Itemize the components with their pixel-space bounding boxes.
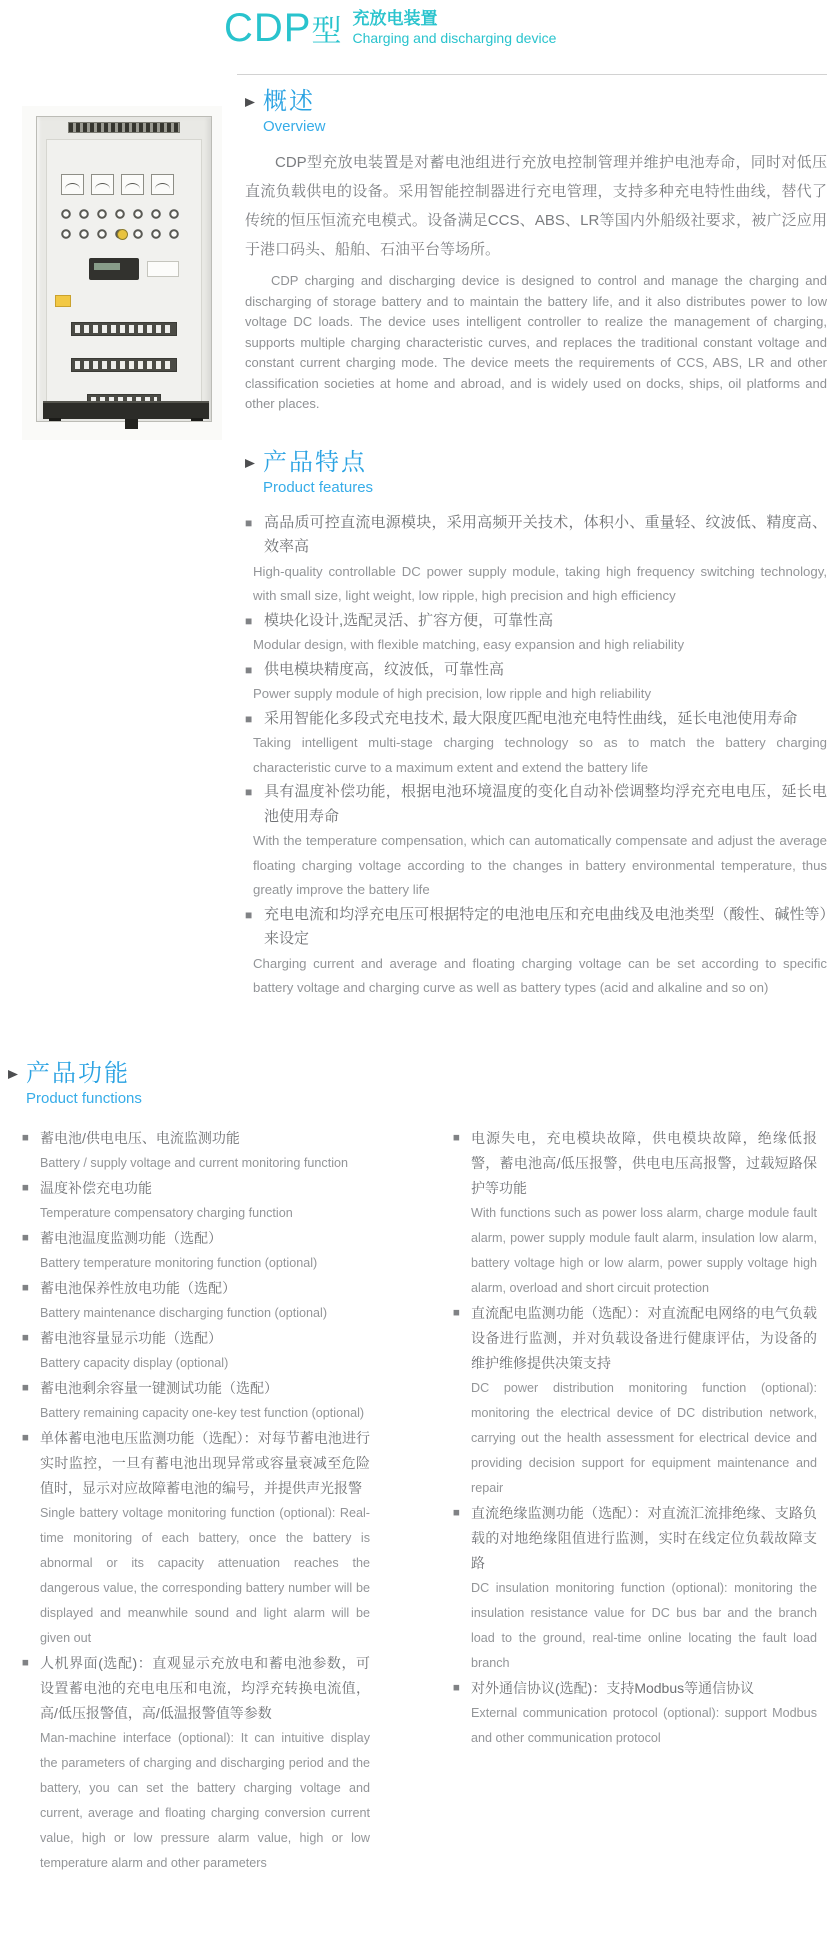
function-item xyxy=(22,1651,370,1876)
title-divider xyxy=(237,74,827,75)
feature-text-en: Charging current and average and floating charging voltage can be set according to specific battery voltage and charging curve as well as battery types (acid and alkaline and so on) xyxy=(253,955,827,995)
feature-text-en: With the temperature compensation, which can automatically compensate and adjust the average floating charging voltage according to the changes in battery environmental temperature, thus greatly improve the battery life xyxy=(253,833,827,897)
feature-list xyxy=(245,511,827,1001)
function-item xyxy=(22,1376,370,1426)
feature-text-zh: ■ 模块化设计,选配灵活、扩容方便，可靠性高 xyxy=(245,609,827,634)
bullet-icon: ■ xyxy=(245,907,253,922)
function-item xyxy=(453,1126,817,1301)
bullet-icon: ■ xyxy=(245,613,253,628)
cabinet-indicator-row xyxy=(59,208,183,221)
section-marker-icon: ▶ xyxy=(8,1066,18,1081)
section-marker-icon: ▶ xyxy=(245,94,255,109)
features-heading-zh: 产品特点 xyxy=(263,448,367,476)
function-text-zh: ■ 温度补偿充电功能 xyxy=(22,1176,370,1201)
bullet-icon: ■ xyxy=(22,1332,29,1344)
function-text-en: With functions such as power loss alarm, charge module fault alarm, power supply module fault alarm, insulation low alarm, battery voltage high or low alarm, power supply voltage high alarm, overload and short circuit protection xyxy=(471,1206,817,1295)
model-code: CDP xyxy=(224,6,312,50)
feature-item xyxy=(245,658,827,707)
feature-text-en: Power supply module of high precision, low ripple and high reliability xyxy=(253,686,652,701)
bullet-icon: ■ xyxy=(453,1507,460,1519)
bullet-icon: ■ xyxy=(22,1232,29,1244)
overview-heading-en: Overview xyxy=(263,118,326,135)
feature-text-en: Modular design, with flexible matching, easy expansion and high reliability xyxy=(253,637,685,652)
bullet-icon: ■ xyxy=(22,1382,29,1394)
cabinet-terminal-strip xyxy=(71,322,177,336)
feature-text-en: High-quality controllable DC power supply module, taking high frequency switching technology, with small size, light weight, low ripple, high precision and high efficiency xyxy=(253,563,827,603)
feature-text-en: Taking intelligent multi-stage charging technology so as to match the battery charging characteristic curve to a maximum extent and extend the battery life xyxy=(253,735,827,775)
features-heading-en: Product features xyxy=(263,478,374,496)
function-text-zh: ■ 电源失电，充电模块故障，供电模块故障，绝缘低报警，蓄电池高/低压报警，供电电压高报警，过载短路保护等功能 xyxy=(453,1126,817,1201)
function-text-en: DC power distribution monitoring function (optional): monitoring the electrical device of DC distribution network, carrying out the health assessment for electrical device and providing decision support for equipment maintenance and repair xyxy=(471,1381,817,1495)
function-item xyxy=(453,1676,817,1751)
function-item xyxy=(22,1426,370,1651)
bullet-icon: ■ xyxy=(22,1132,29,1144)
function-text-en: DC insulation monitoring function (optional): monitoring the insulation resistance value for DC bus bar and the branch load to the ground, real-time online locating the fault load branch xyxy=(471,1581,817,1670)
function-text-en: Battery remaining capacity one-key test function (optional) xyxy=(40,1406,365,1420)
function-text-en: Battery temperature monitoring function (optional) xyxy=(40,1256,318,1270)
function-item xyxy=(22,1176,370,1226)
function-text-zh: ■ 直流配电监测功能（选配）：对直流配电网络的电气负载设备进行监测，并对负载设备进行健康评估，为设备的维护维修提供决策支持 xyxy=(453,1301,817,1376)
function-item xyxy=(453,1501,817,1676)
cabinet-body xyxy=(36,116,212,422)
function-text-zh: ■ 对外通信协议(选配)：支持Modbus等通信协议 xyxy=(453,1676,817,1701)
function-text-en: Temperature compensatory charging function xyxy=(40,1206,293,1220)
cabinet-meter xyxy=(121,174,144,195)
cabinet-meter xyxy=(61,174,84,195)
cabinet-terminal-strip xyxy=(71,358,177,372)
function-text-zh: ■ 蓄电池保养性放电功能（选配） xyxy=(22,1276,370,1301)
function-text-zh: ■ 蓄电池容量显示功能（选配） xyxy=(22,1326,370,1351)
function-text-zh: ■ 直流绝缘监测功能（选配）：对直流汇流排绝缘、支路负载的对地绝缘阻值进行监测，实时在线定位负载故障支路 xyxy=(453,1501,817,1576)
feature-text-zh: ■ 充电电流和均浮充电压可根据特定的电池电压和充电曲线及电池类型（酸性、碱性等）来设定 xyxy=(245,903,827,952)
page-title xyxy=(224,6,556,54)
overview-paragraph-en: CDP charging and discharging device is designed to control and manage the charging and discharging of storage battery and to maintain the battery life, and it also distributes power to low voltage DC loads. The device uses intelligent controller to realize the management of charging, supports multiple charging characteristic curves, and replaces the traditional constant voltage and constant current charging mode. The device meets the requirements of CCS, ABS, LR and other classification societies at home and abroad, and is widely used on docks, ships, oil platforms and other places. xyxy=(245,273,827,411)
product-name-zh: 充放电装置 xyxy=(352,9,438,28)
bullet-icon: ■ xyxy=(245,785,253,799)
functions-heading-en: Product functions xyxy=(26,1090,142,1107)
feature-item xyxy=(245,511,827,609)
function-text-en: External communication protocol (optional): support Modbus and other communication protocol xyxy=(471,1706,817,1745)
functions-column-right xyxy=(453,1126,817,1876)
feature-text-zh: ■ 采用智能化多段式充电技术, 最大限度匹配电池充电特性曲线，延长电池使用寿命 xyxy=(245,707,827,732)
function-text-en: Battery capacity display (optional) xyxy=(40,1356,229,1370)
cabinet-label xyxy=(147,261,179,277)
bullet-icon: ■ xyxy=(453,1132,460,1144)
features-section-heading xyxy=(245,449,827,499)
cabinet-meter xyxy=(151,174,174,195)
section-marker-icon: ▶ xyxy=(245,455,255,469)
bullet-icon: ■ xyxy=(453,1682,460,1694)
function-text-en: Man-machine interface (optional): It can intuitive display the parameters of charging and discharging period and the battery, you can set the battery charging voltage and current, average and floating charging conversion current value, high or low pressure alarm value, high or low temperature alarm and other parameters xyxy=(40,1731,370,1870)
feature-text-zh: ■ 高品质可控直流电源模块，采用高频开关技术，体积小、重量轻、纹波低、精度高、效率高 xyxy=(245,511,827,560)
model-suffix: 型 xyxy=(311,15,343,48)
function-text-zh: ■ 蓄电池/供电电压、电流监测功能 xyxy=(22,1126,370,1151)
bullet-icon: ■ xyxy=(245,515,253,530)
cabinet-display xyxy=(89,258,139,280)
feature-text-zh: ■ 具有温度补偿功能，根据电池环境温度的变化自动补偿调整均浮充充电电压，延长电池使用寿命 xyxy=(245,780,827,829)
function-item xyxy=(22,1276,370,1326)
function-text-zh: ■ 单体蓄电池电压监测功能（选配）：对每节蓄电池进行实时监控，一旦有蓄电池出现异常或容量衰减至危险值时，显示对应故障蓄电池的编号，并提供声光报警 xyxy=(22,1426,370,1501)
feature-item xyxy=(245,903,827,1001)
bullet-icon: ■ xyxy=(22,1282,29,1294)
bullet-icon: ■ xyxy=(245,662,253,677)
function-text-en: Battery maintenance discharging function (optional) xyxy=(40,1306,328,1320)
bullet-icon: ■ xyxy=(245,711,253,726)
function-text-en: Battery / supply voltage and current monitoring function xyxy=(40,1156,349,1170)
function-item xyxy=(22,1226,370,1276)
function-text-zh: ■ 人机界面(选配)：直观显示充放电和蓄电池参数，可设置蓄电池的充电电压和电流，均浮充转换电流值，高/低压报警值，高/低温报警值等参数 xyxy=(22,1651,370,1726)
bullet-icon: ■ xyxy=(22,1432,29,1444)
cabinet-switch-box xyxy=(125,418,138,429)
feature-item xyxy=(245,780,827,903)
product-photo xyxy=(24,110,220,440)
warning-label xyxy=(55,295,71,307)
function-item xyxy=(453,1301,817,1501)
function-text-zh: ■ 蓄电池温度监测功能（选配） xyxy=(22,1226,370,1251)
product-model xyxy=(224,6,342,54)
cabinet-meter xyxy=(91,174,114,195)
functions-section xyxy=(8,1060,822,1876)
cabinet-front-panel xyxy=(46,139,202,407)
cabinet-indicator-row xyxy=(59,228,183,241)
bullet-icon: ■ xyxy=(22,1657,29,1669)
cabinet-vent-grille xyxy=(68,122,179,133)
feature-text-zh: ■ 供电模块精度高，纹波低，可靠性高 xyxy=(245,658,827,683)
function-item xyxy=(22,1126,370,1176)
cabinet-meter-row xyxy=(61,174,174,195)
function-item xyxy=(22,1326,370,1376)
function-text-zh: ■ 蓄电池剩余容量一键测试功能（选配） xyxy=(22,1376,370,1401)
product-name-en: Charging and discharging device xyxy=(352,30,557,46)
bullet-icon: ■ xyxy=(22,1182,29,1194)
feature-item xyxy=(245,609,827,658)
cabinet-base xyxy=(43,401,209,419)
overview-heading-zh: 概述 xyxy=(263,88,315,115)
functions-column-left xyxy=(22,1126,370,1876)
functions-heading-zh: 产品功能 xyxy=(26,1060,130,1087)
function-text-en: Single battery voltage monitoring function (optional): Real-time monitoring of each battery, once the battery is abnormal or its capacity attenuation reaches the dangerous value, the corresponding battery number will be displayed and meanwhile sound and light alarm will be given out xyxy=(40,1506,370,1645)
functions-section-heading xyxy=(8,1060,822,1110)
overview-section-heading xyxy=(245,88,827,138)
overview-paragraph-zh: CDP型充放电装置是对蓄电池组进行充放电控制管理并维护电池寿命，同时对低压直流负载供电的设备。采用智能控制器进行充电管理，支持多种充电特性曲线，替代了传统的恒压恒流充电模式。设备满足CCS、ABS、LR等国内外船级社要求，被广泛应用于港口码头、船舶、石油平台等场所。 xyxy=(245,154,827,258)
bullet-icon: ■ xyxy=(453,1307,460,1319)
feature-item xyxy=(245,707,827,781)
